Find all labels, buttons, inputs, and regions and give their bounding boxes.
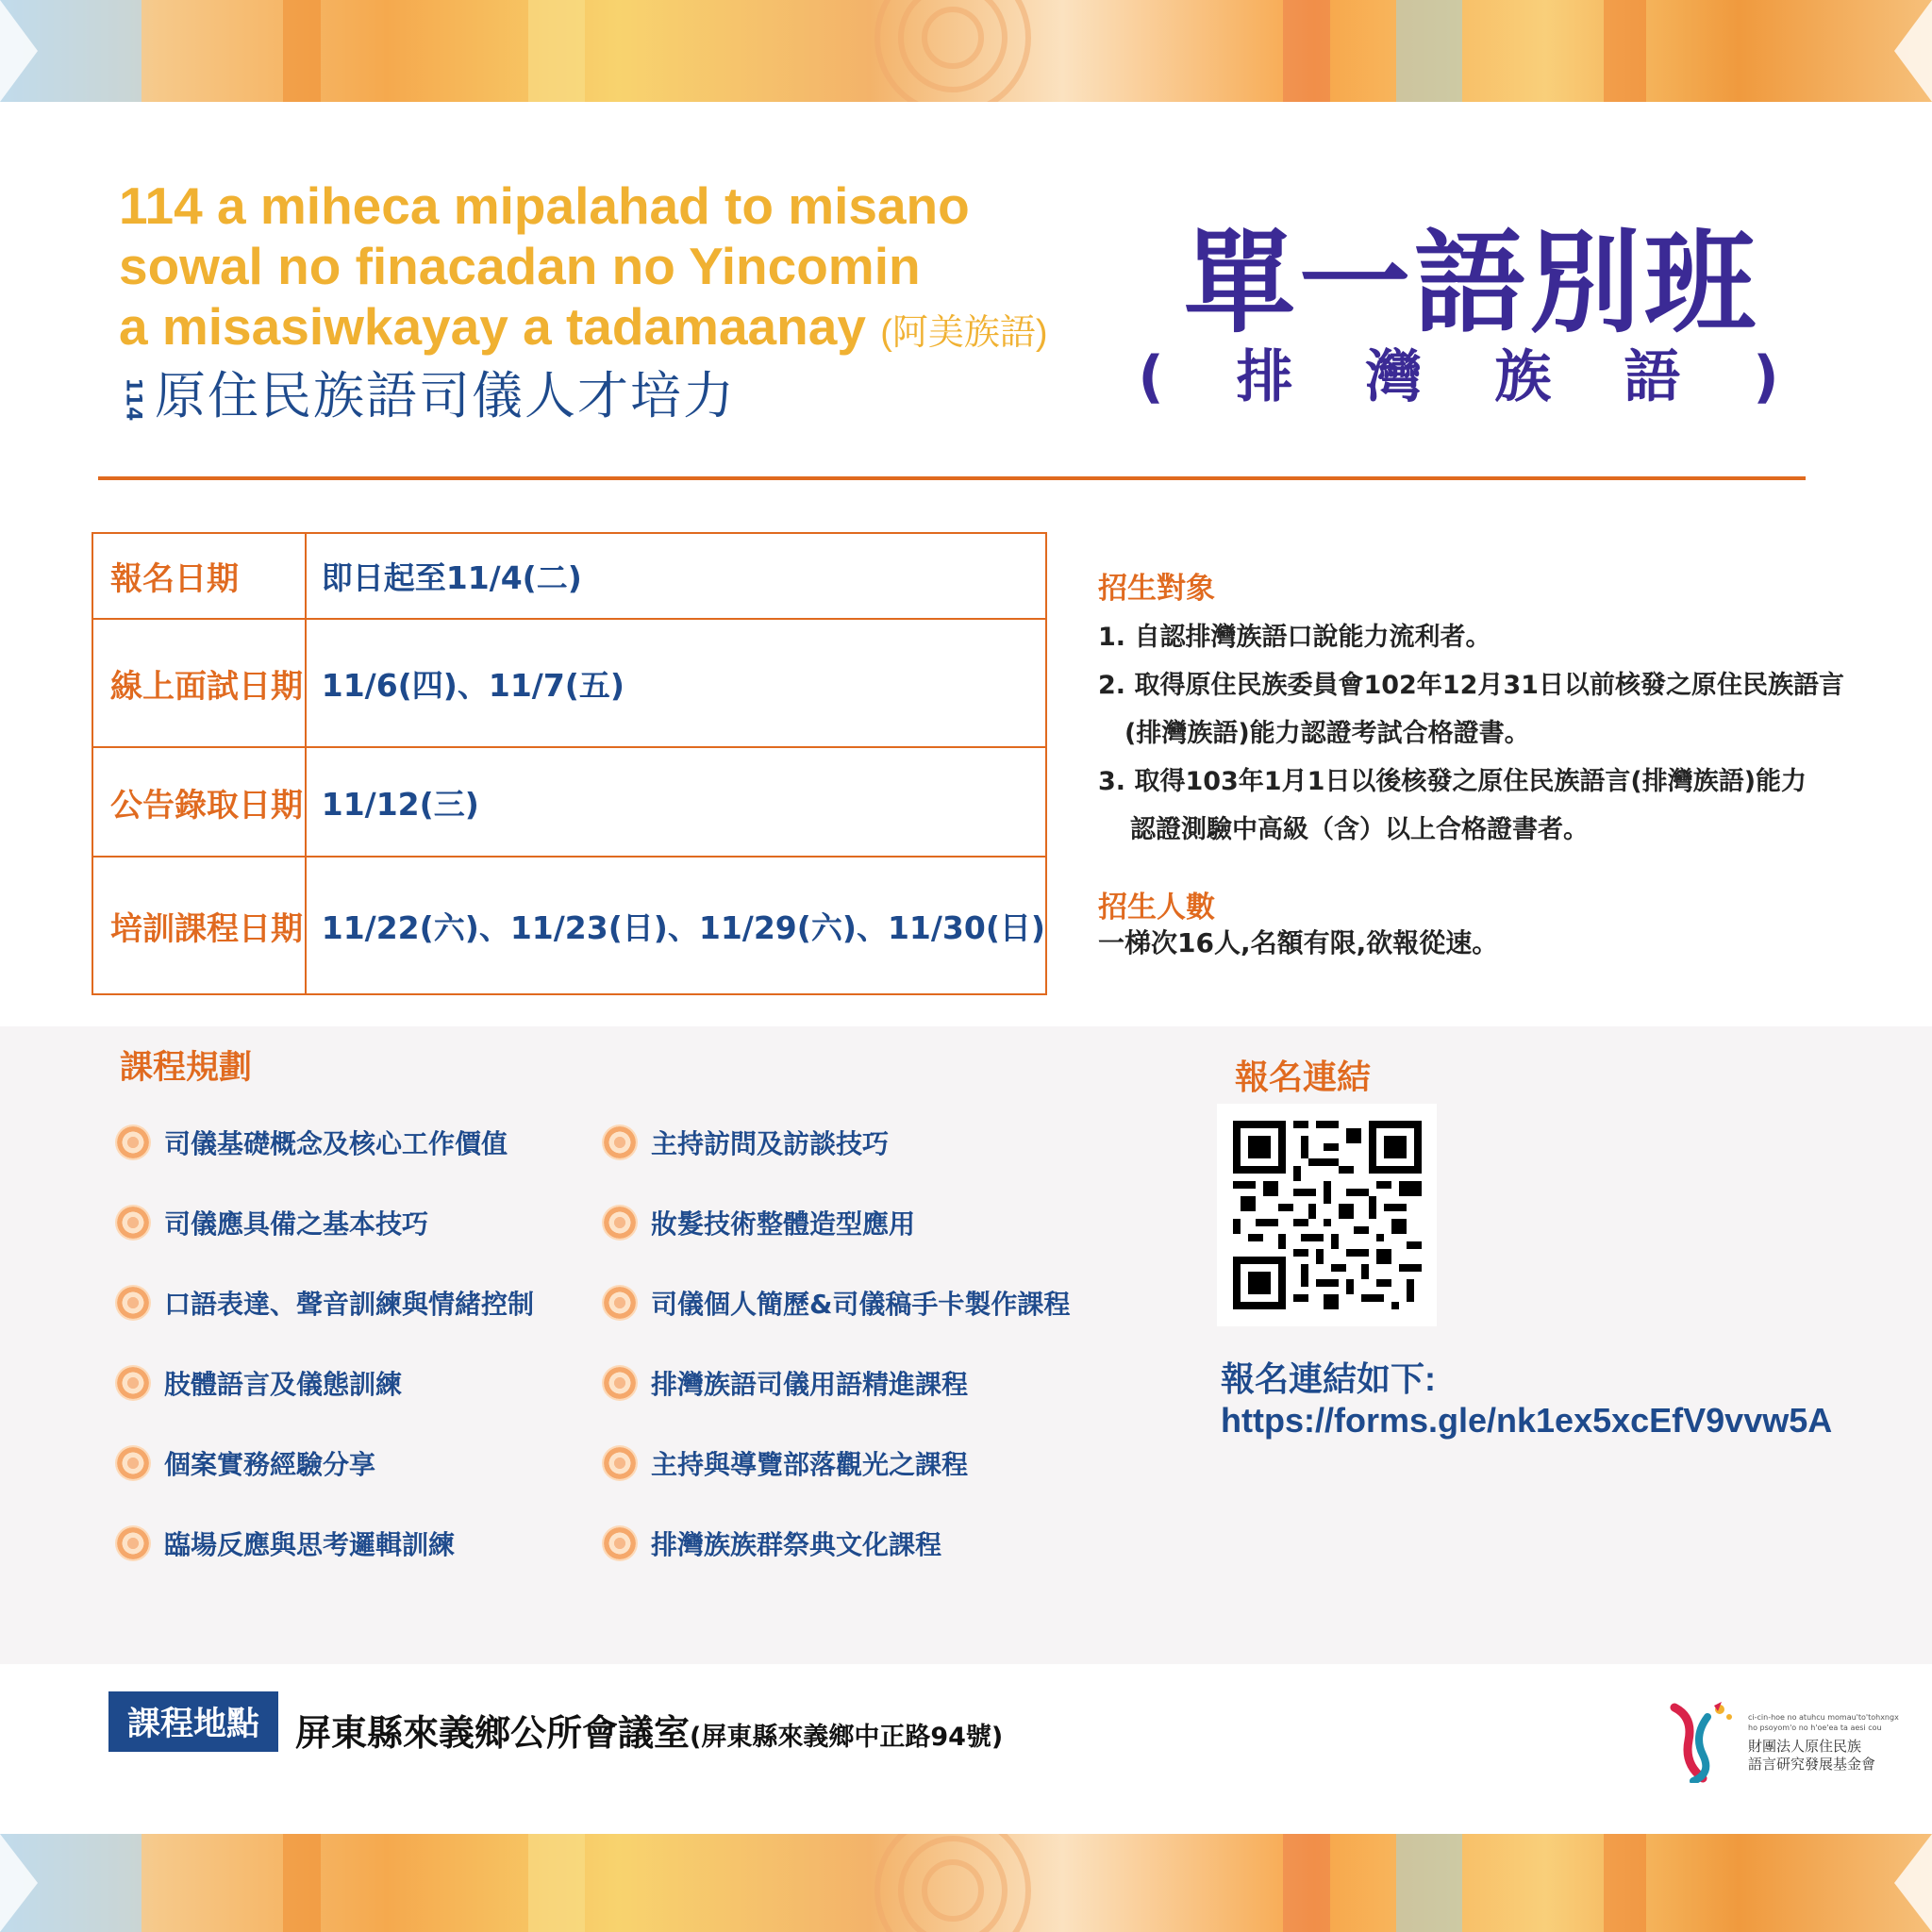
spiral-bullet-icon bbox=[602, 1124, 638, 1160]
spiral-bullet-icon bbox=[115, 1365, 151, 1401]
bottom-decorative-band bbox=[0, 1834, 1932, 1932]
spiral-bullet-icon bbox=[602, 1365, 638, 1401]
spiral-bullet-icon bbox=[115, 1445, 151, 1481]
schedule-value: 11/22(六)、11/23(日)、11/29(六)、11/30(日) bbox=[306, 857, 1046, 994]
course-item bbox=[115, 1102, 534, 1182]
course-title: 課程規劃 bbox=[120, 1049, 253, 1087]
registration-info bbox=[1221, 1358, 1832, 1441]
course-item-label: 排灣族族群祭典文化課程 bbox=[651, 1528, 942, 1560]
schedule-value: 即日起至11/4(二) bbox=[306, 533, 1046, 619]
spiral-bullet-icon bbox=[602, 1285, 638, 1321]
spiral-bullet-icon bbox=[115, 1124, 151, 1160]
schedule-label: 報名日期 bbox=[92, 533, 306, 619]
registration-url-link[interactable]: https://forms.gle/nk1ex5xcEfV9vvw5A bbox=[1221, 1401, 1833, 1440]
course-item-label: 臨場反應與思考邏輯訓練 bbox=[164, 1528, 456, 1560]
organization-tagline: ci-cin-hoe no atuhcu momau'to'tohxngx bbox=[1748, 1713, 1899, 1722]
course-item bbox=[115, 1423, 534, 1503]
eligibility-item: 2. 取得原住民族委員會102年12月31日以前核發之原住民族語言 bbox=[1098, 671, 1844, 700]
eligibility-item: 1. 自認排灣族語口說能力流利者。 bbox=[1098, 623, 1491, 652]
course-item bbox=[602, 1503, 1070, 1583]
schedule-value: 11/6(四)、11/7(五) bbox=[306, 619, 1046, 747]
course-item bbox=[602, 1342, 1070, 1423]
schedule-row bbox=[92, 533, 1046, 619]
location-label: 課程地點 bbox=[108, 1691, 278, 1752]
eligibility-item-continued: (排灣族語)能力認證考試合格證書。 bbox=[1124, 719, 1530, 748]
enrollment-text: 一梯次16人,名額有限,欲報從速。 bbox=[1098, 927, 1499, 958]
class-subtitle: ( 排 灣 族 語 ) bbox=[1138, 344, 1806, 410]
course-item bbox=[602, 1262, 1070, 1342]
registration-link-label: 報名連結如下: bbox=[1221, 1359, 1436, 1398]
spiral-bullet-icon bbox=[115, 1205, 151, 1241]
amis-title-line3: a misasiwkayay a tadamaanay bbox=[119, 297, 866, 356]
course-item bbox=[602, 1182, 1070, 1262]
schedule-row bbox=[92, 857, 1046, 994]
top-decorative-band bbox=[0, 0, 1932, 102]
course-item bbox=[115, 1342, 534, 1423]
spiral-bullet-icon bbox=[602, 1205, 638, 1241]
organization-logo bbox=[1665, 1698, 1920, 1783]
course-item bbox=[115, 1182, 534, 1262]
organization-tagline: ho psoyom'o no h'oe'ea ta aesi cou bbox=[1748, 1724, 1882, 1732]
course-item bbox=[602, 1102, 1070, 1182]
program-title: 原住民族語司儀人才培力 bbox=[155, 365, 736, 425]
location-address: (屏東縣來義鄉中正路94號) bbox=[690, 1723, 1004, 1752]
spiral-bullet-icon bbox=[602, 1525, 638, 1561]
schedule-row bbox=[92, 619, 1046, 747]
class-title: 單一語別班 bbox=[1183, 218, 1759, 348]
course-item-label: 妝髮技術整體造型應用 bbox=[651, 1208, 916, 1240]
eligibility-item-continued: 認證測驗中高級（含）以上合格證書者。 bbox=[1130, 815, 1589, 844]
location-text bbox=[295, 1704, 1003, 1756]
schedule-label: 線上面試日期 bbox=[92, 619, 306, 747]
course-item bbox=[115, 1503, 534, 1583]
schedule-value: 11/12(三) bbox=[306, 747, 1046, 857]
course-item-label: 肢體語言及儀態訓練 bbox=[164, 1368, 403, 1400]
qr-code[interactable] bbox=[1217, 1104, 1437, 1326]
eligibility-title: 招生對象 bbox=[1098, 572, 1215, 606]
eligibility-list bbox=[1098, 613, 1890, 854]
spiral-bullet-icon bbox=[115, 1285, 151, 1321]
qr-code-icon bbox=[1233, 1121, 1422, 1309]
program-subtitle bbox=[119, 358, 736, 425]
course-list-left bbox=[115, 1102, 534, 1583]
course-item-label: 主持訪問及訪談技巧 bbox=[651, 1127, 890, 1159]
spiral-bullet-icon bbox=[115, 1525, 151, 1561]
schedule-label: 公告錄取日期 bbox=[92, 747, 306, 857]
schedule-row bbox=[92, 747, 1046, 857]
schedule-label: 培訓課程日期 bbox=[92, 857, 306, 994]
course-list-right bbox=[602, 1102, 1070, 1583]
course-item-label: 排灣族語司儀用語精進課程 bbox=[651, 1368, 969, 1400]
course-item-label: 個案實務經驗分享 bbox=[164, 1448, 376, 1480]
amis-title-line2: sowal no finacadan no Yincomin bbox=[119, 237, 921, 295]
program-year: 114 bbox=[121, 377, 145, 421]
schedule-table bbox=[92, 532, 1047, 995]
course-item-label: 司儀個人簡歷&司儀稿手卡製作課程 bbox=[651, 1288, 1071, 1320]
foundation-logo-icon bbox=[1665, 1698, 1740, 1783]
course-item-label: 主持與導覽部落觀光之課程 bbox=[651, 1448, 969, 1480]
eligibility-item: 3. 取得103年1月1日以後核發之原住民族語言(排灣族語)能力 bbox=[1098, 767, 1807, 796]
course-item bbox=[602, 1423, 1070, 1503]
course-item bbox=[115, 1262, 534, 1342]
course-item-label: 司儀基礎概念及核心工作價值 bbox=[164, 1127, 508, 1159]
organization-name: 財團法人原住民族 bbox=[1748, 1738, 1862, 1755]
amis-title bbox=[119, 175, 1109, 363]
registration-title: 報名連結 bbox=[1235, 1058, 1372, 1097]
amis-title-line1: 114 a miheca mipalahad to misano bbox=[119, 176, 970, 235]
enrollment-title: 招生人數 bbox=[1098, 891, 1215, 924]
spiral-bullet-icon bbox=[602, 1445, 638, 1481]
header-divider bbox=[98, 476, 1806, 480]
course-item-label: 司儀應具備之基本技巧 bbox=[164, 1208, 429, 1240]
organization-name: 語言研究發展基金會 bbox=[1748, 1756, 1876, 1773]
amis-language-tag: (阿美族語) bbox=[880, 313, 1048, 353]
location-name: 屏東縣來義鄉公所會議室 bbox=[295, 1712, 691, 1754]
course-item-label: 口語表達、聲音訓練與情緒控制 bbox=[164, 1288, 535, 1320]
